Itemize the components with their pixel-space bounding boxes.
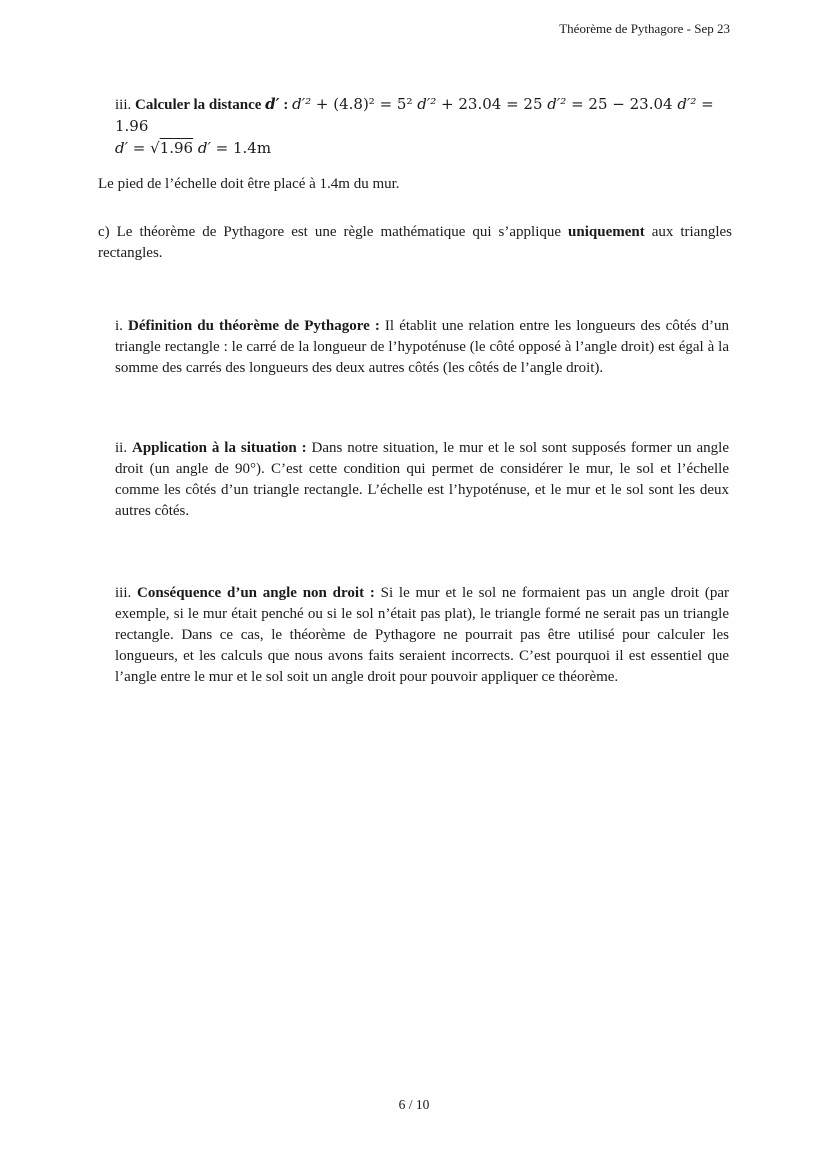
header-title: Théorème de Pythagore - Sep 23 bbox=[559, 21, 730, 36]
page-number bbox=[0, 1097, 828, 1113]
square-root-sign: √ bbox=[150, 139, 160, 157]
item-marker: i. bbox=[115, 318, 129, 334]
item-heading-colon: : bbox=[279, 97, 293, 113]
math-expression: + 23.04 = 25 bbox=[436, 95, 548, 113]
square-root-radicand: 1.96 bbox=[159, 139, 194, 157]
document-header bbox=[559, 21, 730, 37]
answer-item-i-definition bbox=[115, 316, 729, 379]
page-number-text: 6 / 10 bbox=[398, 1097, 430, 1112]
math-expression: = 25 − 23.04 bbox=[566, 95, 678, 113]
math-expression: = 1.4m bbox=[210, 139, 272, 157]
paragraph-conclusion bbox=[98, 174, 732, 195]
calc-line-1 bbox=[115, 94, 731, 138]
math-expression: = 1.96 bbox=[115, 95, 714, 135]
item-heading: Définition du théorème de Pythagore : bbox=[128, 318, 380, 334]
item-heading: Calculer la distance bbox=[135, 97, 266, 113]
paragraph-part-c bbox=[98, 222, 732, 264]
part-c-text-pre: c) Le théorème de Pythagore est une règle mathématique qui s’applique bbox=[98, 224, 569, 240]
answer-item-iii-calculation bbox=[115, 94, 731, 160]
item-text: Il établit une relation entre les longueurs des côtés d’un triangle rectangle : le carré de la longueur de l’hypoténuse (le côté opposé à l’angle droit) est égal à la somme des carrés des longueurs des deux autres côtés (les côtés de l’angle droit). bbox=[115, 318, 729, 376]
math-var: d′² bbox=[417, 95, 437, 113]
answer-item-ii-application bbox=[115, 438, 729, 522]
item-text: Dans notre situation, le mur et le sol sont supposés former un angle droit (un angle de 90°). C’est cette condition qui permet de considérer le mur, le sol et l’échelle comme les côtés d’un triangle rectangle. L’échelle est l’hypoténuse, et le mur et le sol sont les deux autres côtés. bbox=[115, 440, 729, 519]
math-var: d′ bbox=[115, 139, 129, 157]
conclusion-text: Le pied de l’échelle doit être placé à 1.4m du mur. bbox=[98, 176, 400, 192]
math-expression: + (4.8)² = 5² bbox=[311, 95, 418, 113]
item-text: Si le mur et le sol ne formaient pas un angle droit (par exemple, si le mur était penché ou si le sol n’était pas plat), le triangle formé ne serait pas un triangle rectangle. Dans ce cas, le théorème de Pythagore ne pourrait pas être utilisé pour calculer les longueurs, et les calculs que nous avons faits seraient incorrects. C’est pourquoi il est essentiel que l’angle entre le mur et le sol soit un angle droit pour pouvoir appliquer ce théorème. bbox=[115, 585, 729, 685]
math-var: d′² bbox=[547, 95, 567, 113]
math-var-d-prime: d′ bbox=[265, 95, 280, 113]
part-c-bold: uniquement bbox=[568, 224, 645, 240]
calc-line-2 bbox=[115, 138, 731, 160]
answer-item-iii-consequence bbox=[115, 583, 729, 688]
math-expression: = bbox=[128, 139, 151, 157]
item-heading: Application à la situation : bbox=[131, 440, 307, 456]
math-var: d′² bbox=[677, 95, 697, 113]
item-marker: iii. bbox=[115, 585, 138, 601]
item-marker: ii. bbox=[115, 440, 132, 456]
item-marker: iii. bbox=[115, 97, 136, 113]
item-heading: Conséquence d’un angle non droit : bbox=[137, 585, 375, 601]
part-c-text-post: aux triangles rectangles. bbox=[98, 224, 733, 261]
math-var: d′ bbox=[197, 139, 211, 157]
math-var: d′² bbox=[292, 95, 312, 113]
